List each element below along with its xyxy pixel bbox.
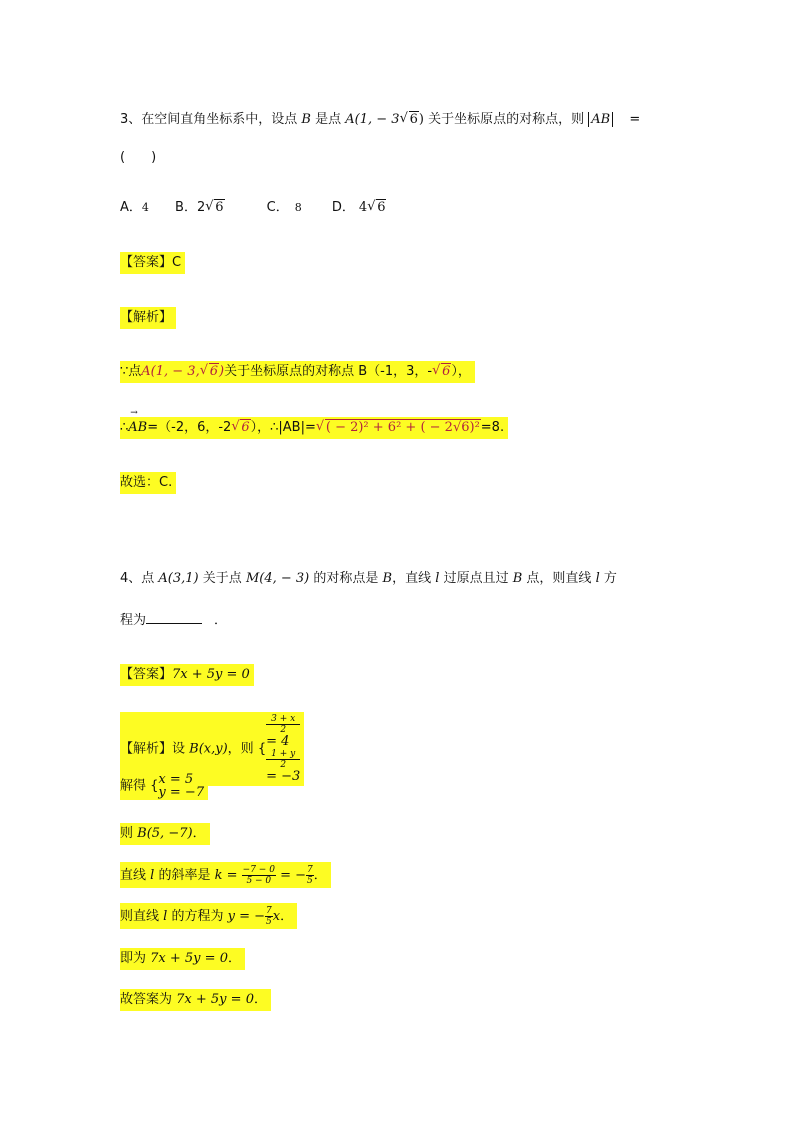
q3-stem: [120, 108, 640, 127]
q3-answer: 【答案】C: [120, 252, 185, 274]
q3-stem-prefix: 3、在空间直角坐标系中，设点: [120, 112, 298, 127]
q3-opt-b: B．2√ 6: [175, 200, 224, 215]
q3-options: [120, 196, 386, 215]
q3-opt-c: C． 8: [266, 200, 302, 215]
q3-stem-suffix: 关于坐标原点的对称点，则: [428, 112, 585, 127]
q3-step1: ∵点A(1, − 3,√ 6)关于坐标原点的对称点 B（-1，3，-√ 6），: [120, 361, 475, 383]
q4-answer: 【答案】7x + 5y = 0: [120, 664, 254, 686]
q4-final: 故答案为 7x + 5y = 0．: [120, 989, 271, 1011]
q3-paren: ( ): [120, 150, 157, 165]
q3-analysis-label: 【解析】: [120, 307, 176, 329]
q4-solve: 解得 { x = 5 y = −7: [120, 772, 208, 800]
q3-stem-mid: 是点: [315, 112, 342, 127]
q4-answer-blank: [146, 611, 202, 624]
q4-analysis: 【解析】设 B(x,y)，则 { 3 + x 2 = 4 1 + y 2 = −3: [120, 712, 304, 786]
q4-stem: 4、点 A(3,1) 关于点 M(4, − 3) 的对称点是 B，直线 l 过原点且过 B 点，则直线 l 方: [120, 571, 617, 586]
q3-opt-d: D． 4√ 6: [332, 200, 387, 215]
q4-slope: 直线 l 的斜率是 k = $\frac{-7 - 0}{5 - 0}$ = − $\frac{7}{5}$ ．: [120, 862, 331, 888]
q4-line-equation: 则直线 l 的方程为 y = − $\frac{7}{5}$ x．: [120, 903, 297, 929]
q3-step2: ∴→ AB=（-2，6，-2√ 6），∴|AB|=√ ( − 2)² + 6² + ( − 2√6)²=8.: [120, 417, 508, 439]
q4-stem-line2: 程为 ．: [120, 613, 228, 628]
q4-ie: 即为 7x + 5y = 0．: [120, 948, 245, 970]
q3-point-a: A(1, − 3√ 6): [345, 112, 424, 127]
q4-point-a: A(3,1): [158, 571, 199, 586]
q4-point-m: M(4, − 3): [245, 571, 310, 586]
q3-point-b: B: [301, 112, 311, 127]
q3-abs-ab: AB: [588, 112, 613, 127]
q3-opt-a: A．4: [120, 200, 149, 215]
q4-system: 3 + x 2 = 4 1 + y 2 = −3: [266, 714, 301, 784]
q4-then: 则 B(5, −7)．: [120, 823, 210, 845]
q3-conclusion: 故选：C.: [120, 472, 176, 494]
q3-equals: =: [629, 112, 641, 127]
